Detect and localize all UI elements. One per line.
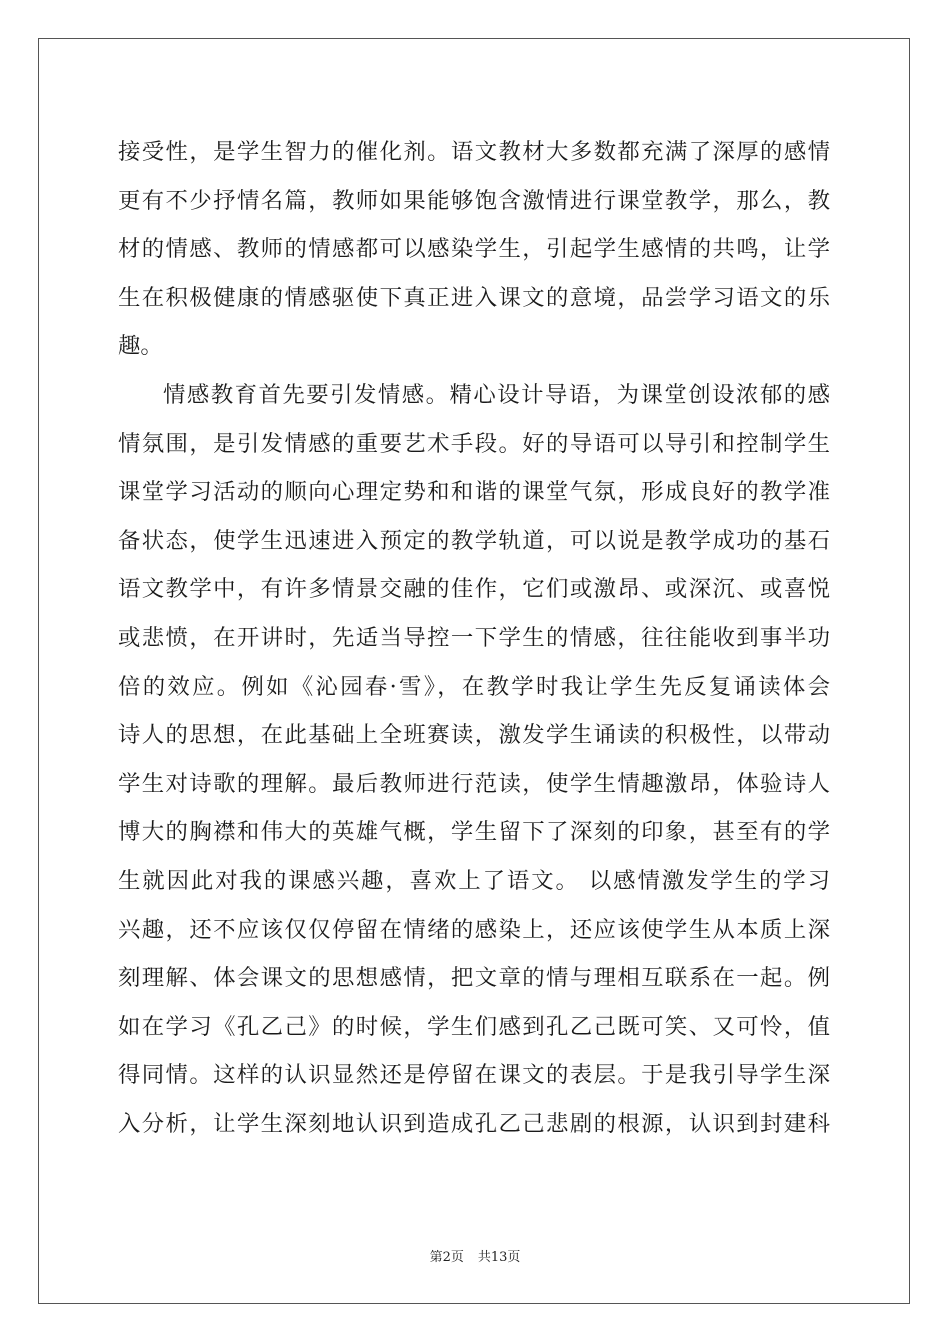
page-total: 共13页 — [477, 1250, 521, 1265]
text-line: 语文教学中，有许多情景交融的佳作，它们或激昂、或深沉、或喜悦 — [118, 576, 830, 603]
text-line: 备状态，使学生迅速进入预定的教学轨道，可以说是教学成功的基石 — [118, 527, 830, 554]
text-line: 更有不少抒情名篇，教师如果能够饱含激情进行课堂教学，那么，教 — [118, 187, 830, 214]
text-line: 材的情感、教师的情感都可以感染学生，引起学生感情的共鸣，让学 — [118, 236, 830, 263]
text-line: 或悲愤，在开讲时，先适当导控一下学生的情感，往往能收到事半功 — [118, 624, 830, 651]
text-line: 入分析，让学生深刻地认识到造成孔乙己悲剧的根源，认识到封建科 — [118, 1110, 830, 1137]
text-line: 倍的效应。例如《沁园春·雪》，在教学时我让学生先反复诵读体会 — [118, 673, 830, 700]
page-number: 第2页 — [429, 1250, 464, 1265]
text-line: 接受性，是学生智力的催化剂。语文教材大多数都充满了深厚的感情 — [118, 139, 830, 165]
text-line: 刻理解、体会课文的思想感情，把文章的情与理相互联系在一起。例 — [118, 965, 830, 992]
text-line: 生就因此对我的课感兴趣，喜欢上了语文。 以感情激发学生的学习 — [118, 867, 830, 894]
text-line: 如在学习《孔乙己》的时候，学生们感到孔乙己既可笑、又可怜，值 — [118, 1013, 830, 1040]
text-line: 课堂学习活动的顺向心理定势和和谐的课堂气氛，形成良好的教学准 — [118, 479, 830, 506]
document-body — [118, 128, 830, 1148]
text-line: 得同情。这样的认识显然还是停留在课文的表层。于是我引导学生深 — [118, 1062, 830, 1089]
text-line: 兴趣，还不应该仅仅停留在情绪的感染上，还应该使学生从本质上深 — [118, 916, 830, 943]
text-line: 学生对诗歌的理解。最后教师进行范读，使学生情趣激昂，体验诗人 — [118, 770, 830, 797]
text-line: 情氛围，是引发情感的重要艺术手段。好的导语可以导引和控制学生 — [118, 430, 830, 457]
text-line: 趣。 — [118, 333, 163, 360]
text-line: 博大的胸襟和伟大的英雄气概，学生留下了深刻的印象，甚至有的学 — [118, 819, 830, 846]
page-footer — [0, 1250, 950, 1266]
text-line: 生在积极健康的情感驱使下真正进入课文的意境，品尝学习语文的乐 — [118, 284, 830, 311]
text-line: 诗人的思想，在此基础上全班赛读，激发学生诵读的积极性，以带动 — [118, 722, 830, 749]
text-line: 情感教育首先要引发情感。精心设计导语，为课堂创设浓郁的感 — [163, 381, 830, 408]
